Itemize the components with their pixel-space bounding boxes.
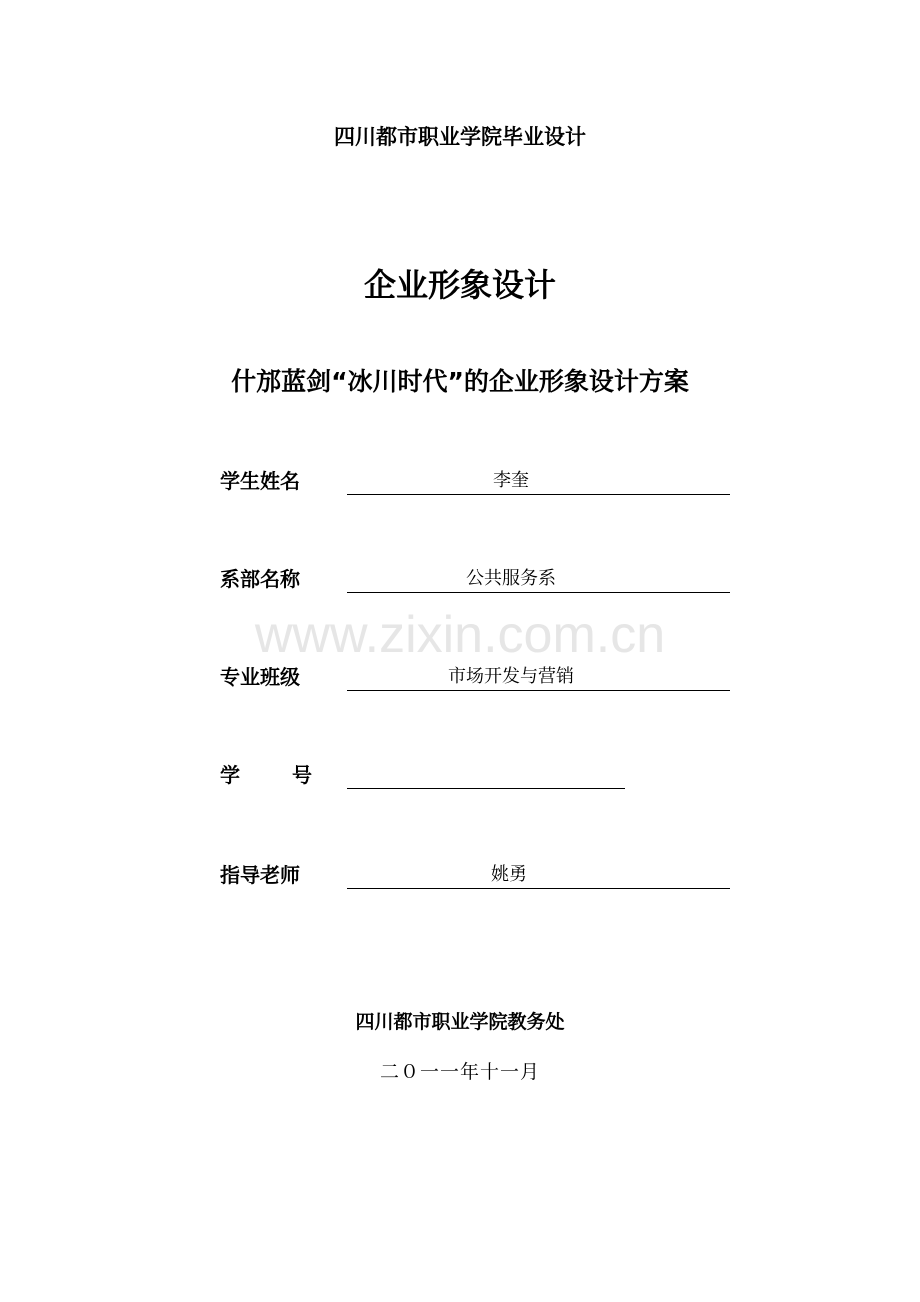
field-label-char: 号 (292, 763, 312, 787)
field-underline (347, 494, 730, 495)
issuing-office: 四川都市职业学院教务处 (355, 1011, 565, 1033)
field-underline (347, 690, 730, 691)
field-underline (347, 888, 730, 889)
field-advisor (0, 860, 920, 900)
school-header: 四川都市职业学院毕业设计 (334, 125, 586, 149)
field-underline (347, 788, 625, 789)
field-label (220, 760, 312, 790)
field-label: 系部名称 (220, 567, 300, 591)
field-label: 指导老师 (220, 863, 300, 887)
field-label-char: 学 (220, 763, 240, 787)
field-label: 学生姓名 (220, 469, 300, 493)
watermark: www.zixin.com.cn (254, 606, 666, 664)
field-label: 专业班级 (220, 665, 300, 689)
field-value: 姚勇 (491, 864, 527, 885)
field-value: 李奎 (493, 470, 529, 491)
field-value: 公共服务系 (466, 568, 556, 589)
field-underline (347, 592, 730, 593)
field-student-id (0, 760, 920, 800)
main-title: 企业形象设计 (363, 266, 556, 304)
sub-title: 什邡蓝剑“冰川时代”的企业形象设计方案 (231, 367, 689, 396)
field-department (0, 564, 920, 604)
field-major-class (0, 662, 920, 702)
issue-date: 二０一一年十一月 (379, 1061, 540, 1083)
field-value: 市场开发与营销 (448, 666, 574, 687)
field-student-name (0, 466, 920, 506)
